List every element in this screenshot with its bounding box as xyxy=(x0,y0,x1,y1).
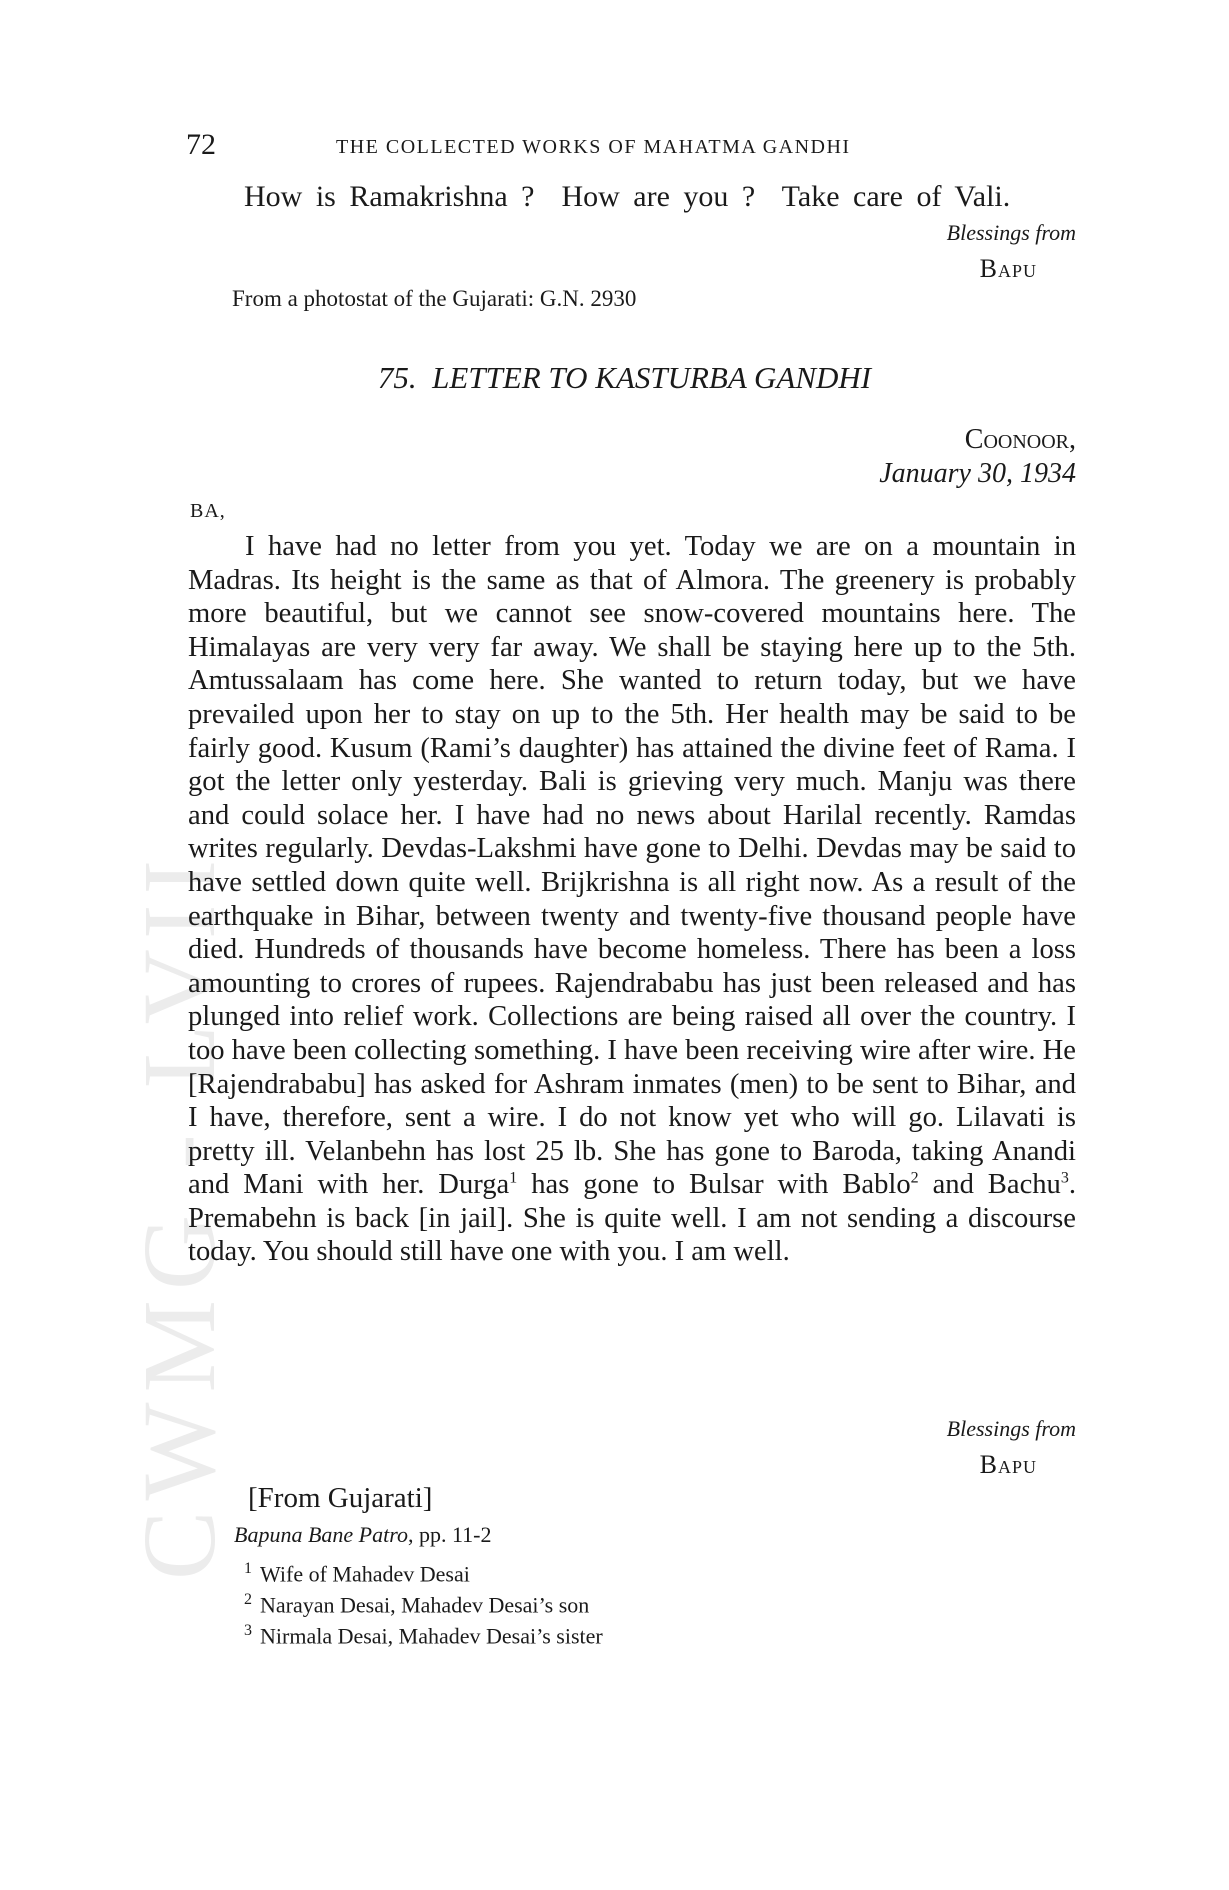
running-title: THE COLLECTED WORKS OF MAHATMA GANDHI xyxy=(336,136,851,158)
footnote-1 xyxy=(244,1560,470,1587)
letter-body-part-4: . Premabehn is back [in jail]. She is quite well. I am not sending a discourse today. You should still have one with you. I am well. xyxy=(188,1169,1077,1268)
book-pages: , pp. 11-2 xyxy=(407,1522,492,1547)
book-citation xyxy=(234,1522,491,1548)
footnote-number: 3 xyxy=(244,1622,252,1639)
previous-letter-closing: How is Ramakrishna ? How are you ? Take care of Vali. xyxy=(244,180,1011,213)
letter-signature: Bapu xyxy=(979,1450,1037,1479)
page-number: 72 xyxy=(186,128,216,161)
footnote-ref-2: 2 xyxy=(910,1169,919,1187)
letter-body-part-2: has gone to Bulsar with Bablo xyxy=(517,1169,911,1201)
letter-place: Coonoor, xyxy=(964,424,1076,455)
previous-letter-blessings: Blessings from xyxy=(946,220,1076,245)
book-title: Bapuna Bane Patro xyxy=(234,1522,408,1547)
footnote-ref-3: 3 xyxy=(1060,1169,1069,1187)
letter-source: [From Gujarati] xyxy=(248,1482,433,1514)
footnote-2 xyxy=(244,1591,589,1618)
letter-body xyxy=(188,530,1076,1269)
letter-body-part-1: I have had no letter from you yet. Today we are on a mountain in Madras. Its height is the same as that of Almora. The greenery is probably more beautiful, but we cannot see snow-covered mountains here. The Himalayas are very very far away. We shall be staying here up to the 5th. Amtussalaam has come here. She wanted to return today, but we have prevailed upon her to stay on up to the 5th. Her health may be said to be fairly good. Kusum (Rami’s daughter) has attained the divine feet of Rama. I got the letter only yesterday. Bali is grieving very much. Manju was there and could solace her. I have had no news about Harilal recently. Ramdas writes regularly. Devdas-Lakshmi have gone to Delhi. Devdas may be said to have settled down quite well. Brijkrishna is all right now. As a result of the earthquake in Bihar, between twenty and twenty-five thousand people have died. Hundreds of thousands have become homeless. There has been a loss amounting to crores of rupees. Rajendrababu has just been released and has plunged into relief work. Collections are being raised all over the country. I too have been collecting something. I have been receiving wire after wire. He [Rajendrababu] has asked for Ashram inmates (men) to be sent to Bihar, and I have, therefore, sent a wire. I do not know yet who will go. Lilavati is pretty ill. Velanbehn has lost 25 lb. She has gone to Baroda, taking Anandi and Mani with her. Durga xyxy=(188,531,1076,1201)
footnote-number: 2 xyxy=(244,1591,252,1608)
watermark: CWMG - LVII xyxy=(122,849,237,1580)
previous-letter-source: From a photostat of the Gujarati: G.N. 2930 xyxy=(232,286,637,311)
previous-letter-signature: Bapu xyxy=(979,254,1037,283)
footnote-text: Wife of Mahadev Desai xyxy=(260,1561,470,1587)
footnote-text: Nirmala Desai, Mahadev Desai’s sister xyxy=(260,1623,603,1649)
footnote-text: Narayan Desai, Mahadev Desai’s son xyxy=(260,1592,590,1618)
letter-date: January 30, 1934 xyxy=(879,458,1076,489)
letter-blessings: Blessings from xyxy=(946,1416,1076,1441)
footnote-ref-1: 1 xyxy=(509,1169,518,1187)
footnote-3 xyxy=(244,1622,603,1649)
letter-body-part-3: and Bachu xyxy=(918,1169,1061,1201)
letter-heading: 75. LETTER TO KASTURBA GANDHI xyxy=(377,360,872,395)
footnote-number: 1 xyxy=(244,1560,252,1577)
letter-salutation: BA, xyxy=(190,500,226,522)
